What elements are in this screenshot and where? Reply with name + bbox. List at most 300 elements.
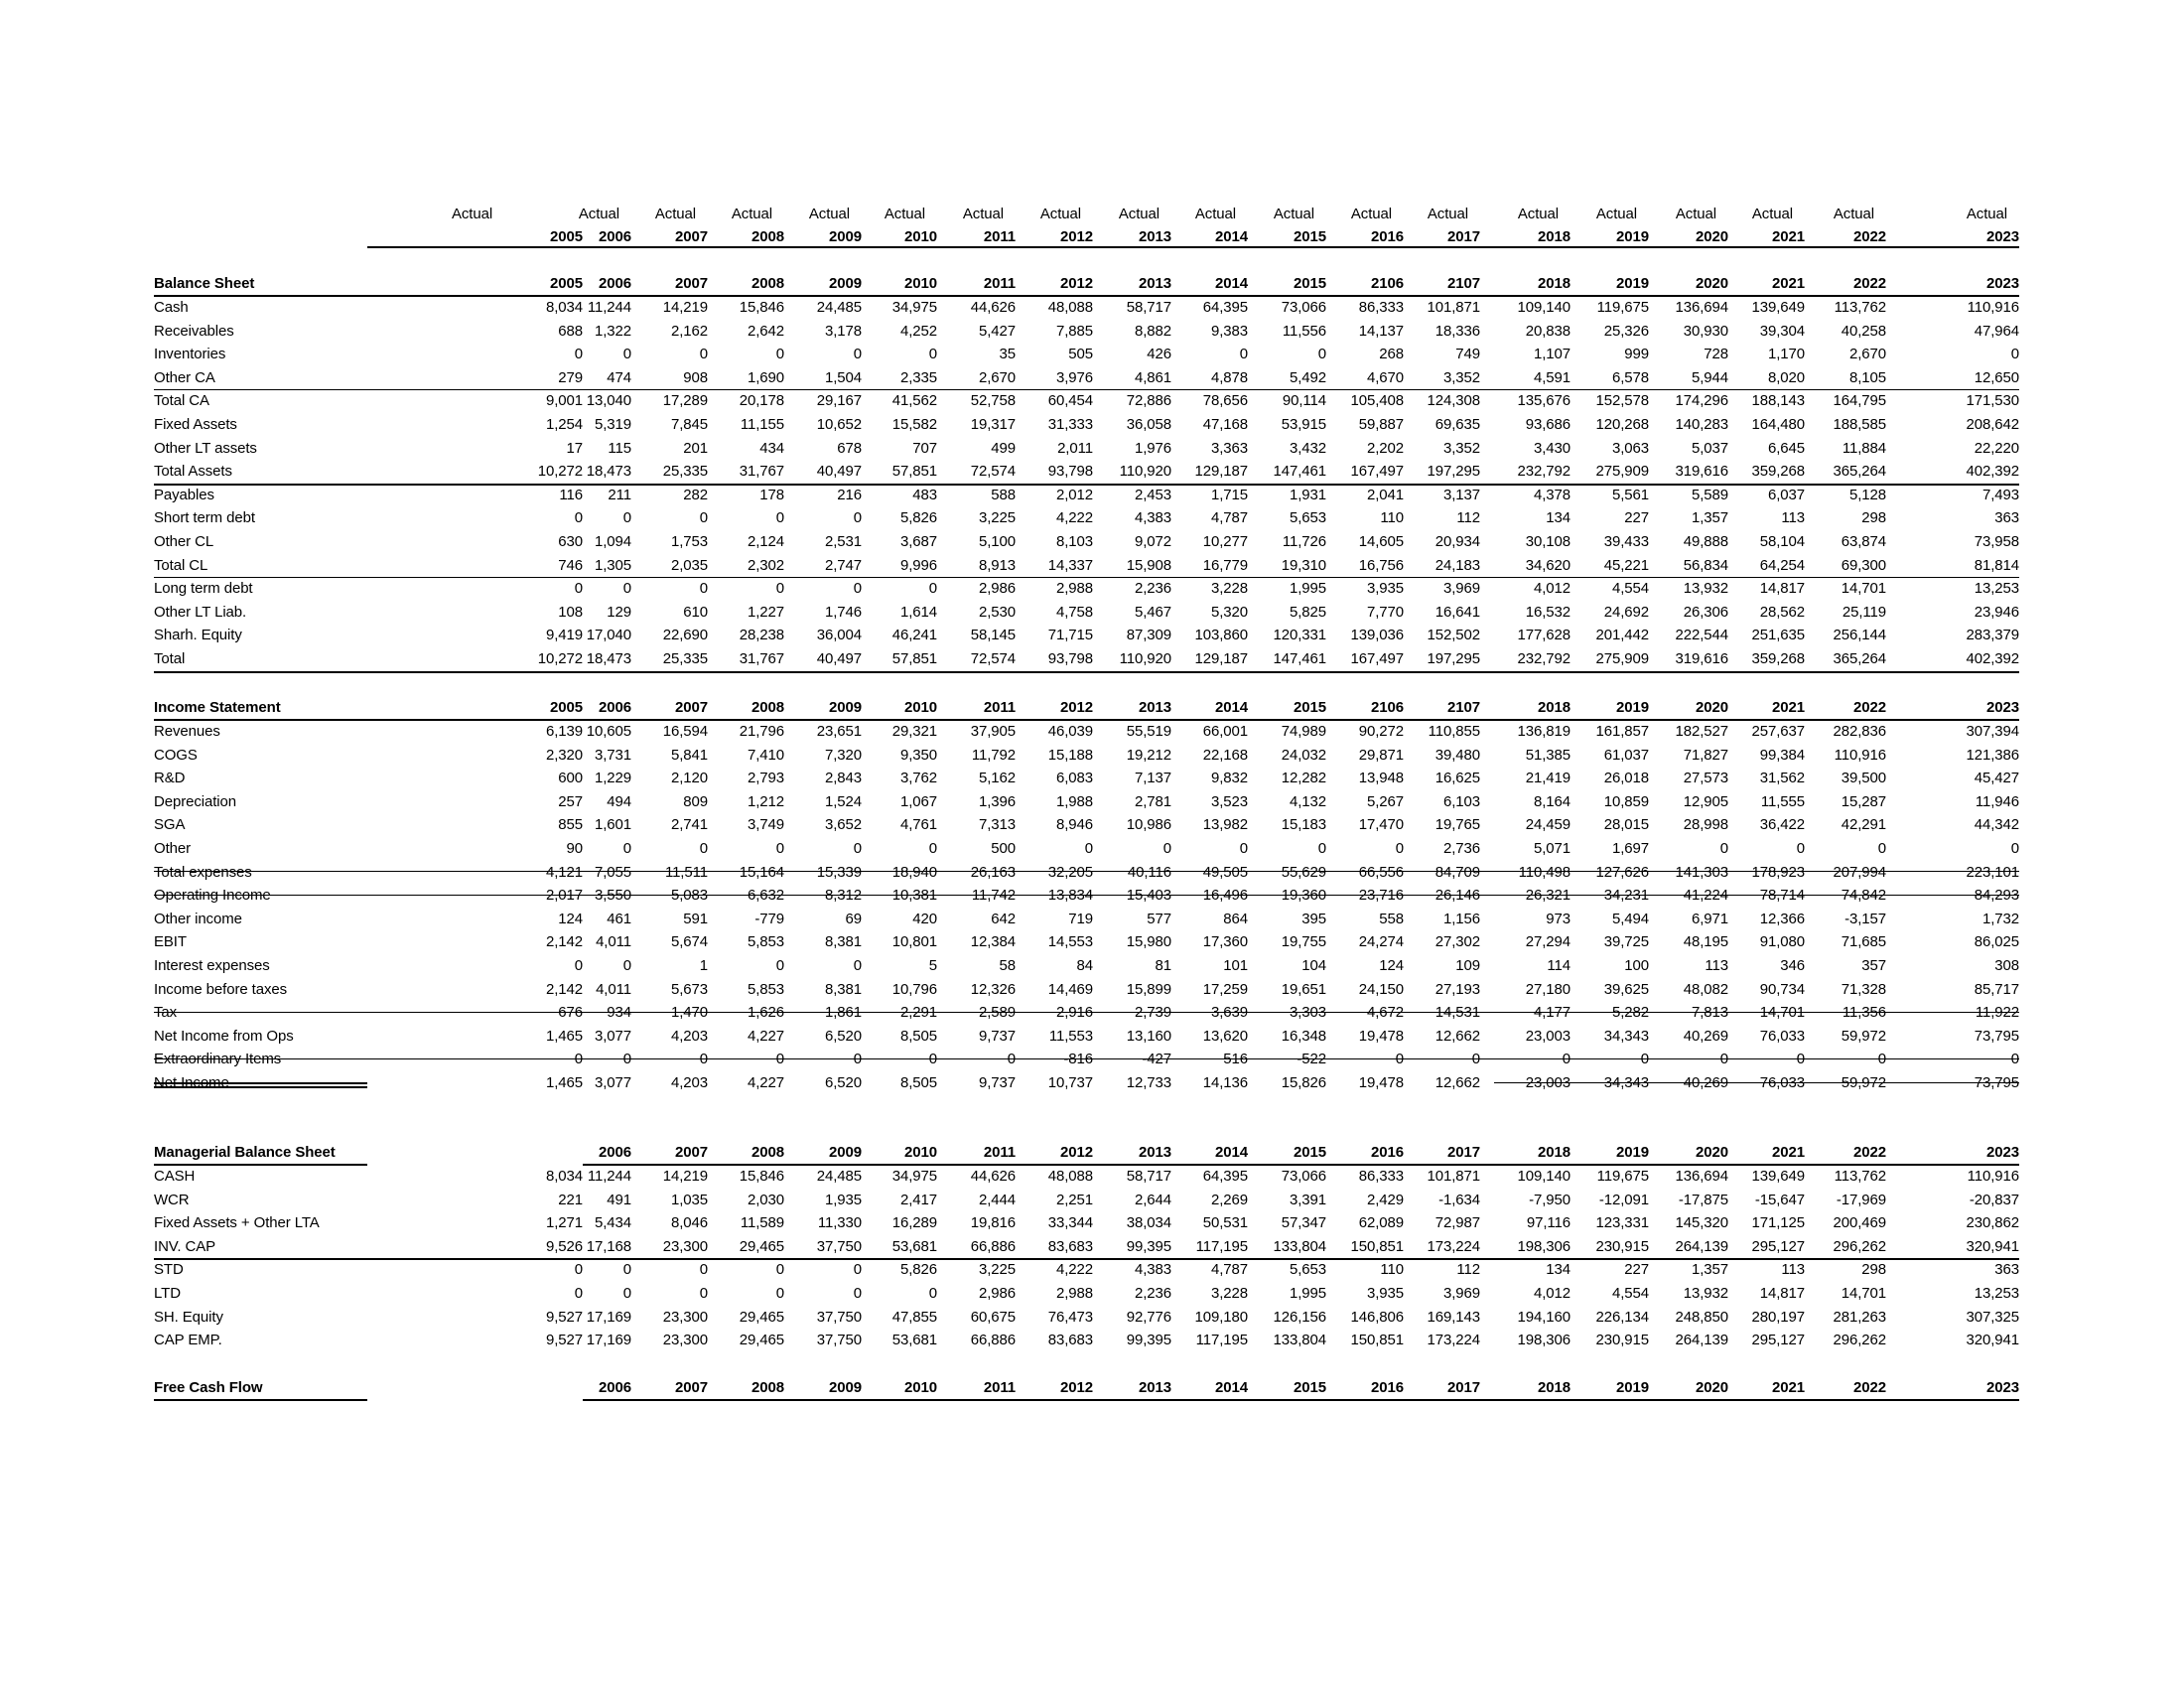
value-cell: 126,156 — [1273, 1308, 1326, 1326]
value-cell: 24,274 — [1358, 933, 1404, 951]
row-label: Depreciation — [154, 792, 237, 810]
value-cell: 3,935 — [1366, 580, 1404, 598]
value-cell: 630 — [558, 533, 583, 550]
value-cell: 51,385 — [1525, 746, 1570, 764]
value-cell: 296,262 — [1833, 1237, 1886, 1255]
value-cell: 0 — [775, 1285, 784, 1302]
year-header: 2007 — [675, 1144, 708, 1161]
value-cell: 59,972 — [1841, 1074, 1886, 1091]
value-cell: 11,922 — [1975, 1004, 2019, 1022]
value-cell: 90 — [566, 840, 583, 857]
value-cell: 17,168 — [586, 1237, 631, 1255]
value-cell: 2,916 — [1055, 1004, 1093, 1022]
year-header: 2006 — [599, 275, 631, 292]
value-cell: 3,225 — [978, 509, 1016, 527]
value-cell: 140,283 — [1675, 416, 1728, 433]
value-cell: 49,888 — [1683, 533, 1728, 550]
value-cell: 135,676 — [1517, 392, 1570, 410]
row-label: Payables — [154, 486, 214, 503]
value-cell: 12,326 — [970, 980, 1016, 998]
year-header: 2018 — [1538, 699, 1570, 716]
value-cell: 46,241 — [891, 627, 937, 644]
value-cell: 1,357 — [1691, 509, 1728, 527]
value-cell: 0 — [622, 346, 631, 363]
value-cell: 0 — [775, 509, 784, 527]
year-header: 2022 — [1853, 699, 1886, 716]
row-label: Net Income — [154, 1074, 229, 1091]
value-cell: 14,553 — [1047, 933, 1093, 951]
year-header: 2012 — [1060, 1144, 1093, 1161]
value-cell: 24,183 — [1434, 556, 1480, 574]
value-cell: 1,601 — [594, 816, 631, 834]
value-cell: 25,335 — [662, 650, 708, 667]
value-cell: 363 — [1994, 509, 2019, 527]
value-cell: 0 — [699, 840, 708, 857]
value-cell: 29,465 — [739, 1237, 784, 1255]
section-rule — [583, 1399, 2019, 1401]
value-cell: 134 — [1546, 1261, 1570, 1279]
year-header: 2014 — [1215, 699, 1248, 716]
value-cell: 3,137 — [1442, 486, 1480, 503]
value-cell: 200,469 — [1833, 1214, 1886, 1232]
value-cell: 0 — [928, 840, 937, 857]
value-cell: 56,834 — [1683, 556, 1728, 574]
section-rule — [154, 719, 2019, 721]
value-cell: 8,946 — [1055, 816, 1093, 834]
value-cell: 60,675 — [970, 1308, 1016, 1326]
year-header: 2106 — [1371, 699, 1404, 716]
value-cell: 1,229 — [594, 770, 631, 787]
section-title: Balance Sheet — [154, 275, 255, 292]
value-cell: 18,473 — [586, 650, 631, 667]
value-cell: 2,793 — [747, 770, 784, 787]
value-cell: 11,555 — [1760, 792, 1805, 810]
value-cell: 1,271 — [545, 1214, 583, 1232]
value-cell: 230,915 — [1595, 1237, 1649, 1255]
value-cell: 71,328 — [1841, 980, 1886, 998]
value-cell: 19,310 — [1281, 556, 1326, 574]
value-cell: 147,461 — [1273, 650, 1326, 667]
value-cell: 4,012 — [1533, 1285, 1570, 1302]
year-header: 2007 — [675, 275, 708, 292]
value-cell: 1,094 — [594, 533, 631, 550]
value-cell: 5,494 — [1611, 910, 1649, 927]
value-cell: 0 — [574, 1285, 583, 1302]
value-cell: 0 — [699, 580, 708, 598]
subtotal-rule — [154, 484, 2019, 486]
value-cell: 119,675 — [1596, 299, 1649, 316]
value-cell: 74,842 — [1841, 887, 1886, 905]
value-cell: 124 — [558, 910, 583, 927]
value-cell: 207,994 — [1833, 863, 1886, 881]
value-cell: 72,886 — [1126, 392, 1171, 410]
value-cell: 69,300 — [1841, 556, 1886, 574]
year-header: 2010 — [904, 699, 937, 716]
year-header: 2006 — [599, 1379, 631, 1396]
value-cell: 36,004 — [816, 627, 862, 644]
year-header: 2022 — [1853, 275, 1886, 292]
value-cell: 0 — [1796, 1051, 1805, 1068]
value-cell: 63,874 — [1841, 533, 1886, 550]
value-cell: 4,861 — [1134, 368, 1171, 386]
value-cell: 14,605 — [1358, 533, 1404, 550]
value-cell: 5,071 — [1533, 840, 1570, 857]
value-cell: 264,139 — [1675, 1237, 1728, 1255]
value-cell: 0 — [622, 509, 631, 527]
value-cell: 0 — [2010, 346, 2019, 363]
value-cell: 1,753 — [670, 533, 708, 550]
value-cell: 58 — [999, 957, 1016, 974]
value-cell: -779 — [754, 910, 784, 927]
value-cell: 0 — [574, 346, 583, 363]
value-cell: 600 — [558, 770, 583, 787]
value-cell: 9,350 — [899, 746, 937, 764]
value-cell: 319,616 — [1675, 463, 1728, 481]
row-label: WCR — [154, 1191, 190, 1208]
actual-label: Actual — [1427, 206, 1468, 222]
value-cell: 227 — [1624, 509, 1649, 527]
year-header: 2006 — [599, 1144, 631, 1161]
actual-label: Actual — [1751, 206, 1793, 222]
value-cell: 12,905 — [1683, 792, 1728, 810]
value-cell: 20,178 — [739, 392, 784, 410]
value-cell: 5,467 — [1134, 603, 1171, 621]
value-cell: 8,046 — [670, 1214, 708, 1232]
value-cell: 8,312 — [824, 887, 862, 905]
value-cell: 17,040 — [586, 627, 631, 644]
value-cell: 0 — [853, 1285, 862, 1302]
value-cell: 5,492 — [1289, 368, 1326, 386]
value-cell: 6,632 — [747, 887, 784, 905]
value-cell: 173,224 — [1427, 1237, 1480, 1255]
value-cell: 31,562 — [1759, 770, 1805, 787]
value-cell: 275,909 — [1595, 463, 1649, 481]
value-cell: 5,944 — [1691, 368, 1728, 386]
value-cell: 16,625 — [1434, 770, 1480, 787]
value-cell: 23,003 — [1525, 1074, 1570, 1091]
value-cell: 1,976 — [1134, 439, 1171, 457]
value-cell: -17,875 — [1678, 1191, 1728, 1208]
value-cell: 3,063 — [1611, 439, 1649, 457]
subtotal-rule — [154, 1012, 2019, 1013]
year-header: 2022 — [1853, 1379, 1886, 1396]
row-label: Total CA — [154, 392, 209, 410]
row-label: Operating Income — [154, 887, 271, 905]
row-label: Fixed Assets + Other LTA — [154, 1214, 320, 1232]
value-cell: 4,670 — [1366, 368, 1404, 386]
value-cell: 59,972 — [1841, 1027, 1886, 1045]
row-label: CAP EMP. — [154, 1332, 222, 1349]
value-cell: 113 — [1705, 957, 1728, 974]
value-cell: 4,011 — [596, 980, 631, 998]
value-cell: 494 — [607, 792, 631, 810]
value-cell: 1,396 — [978, 792, 1016, 810]
value-cell: 29,321 — [891, 723, 937, 740]
value-cell: 28,562 — [1759, 603, 1805, 621]
value-cell: 34,975 — [891, 299, 937, 316]
value-cell: 78,656 — [1202, 392, 1248, 410]
value-cell: 81,814 — [1974, 556, 2019, 574]
value-cell: 5,825 — [1289, 603, 1326, 621]
year-header: 2014 — [1215, 1144, 1248, 1161]
year-header: 2019 — [1616, 228, 1649, 245]
year-header: 2022 — [1853, 1144, 1886, 1161]
value-cell: 123,331 — [1595, 1214, 1649, 1232]
value-cell: 1,935 — [824, 1191, 862, 1208]
value-cell: 3,228 — [1210, 1285, 1248, 1302]
value-cell: 221 — [558, 1191, 583, 1208]
value-cell: 46,039 — [1047, 723, 1093, 740]
value-cell: 3,430 — [1533, 439, 1570, 457]
value-cell: 38,034 — [1126, 1214, 1171, 1232]
value-cell: 115 — [608, 439, 631, 457]
value-cell: 7,813 — [1691, 1004, 1728, 1022]
value-cell: 136,694 — [1675, 299, 1728, 316]
value-cell: 58,145 — [970, 627, 1016, 644]
value-cell: 7,055 — [594, 863, 631, 881]
year-header: 2019 — [1616, 1379, 1649, 1396]
value-cell: 2,986 — [978, 580, 1016, 598]
value-cell: 15,846 — [739, 1168, 784, 1185]
value-cell: 2,531 — [824, 533, 862, 550]
row-label: Other income — [154, 910, 242, 927]
value-cell: 87,309 — [1126, 627, 1171, 644]
value-cell: 24,485 — [816, 299, 862, 316]
value-cell: 22,220 — [1974, 439, 2019, 457]
value-cell: 49,505 — [1202, 863, 1248, 881]
value-cell: 17,289 — [662, 392, 708, 410]
value-cell: 0 — [574, 957, 583, 974]
value-cell: 230,862 — [1966, 1214, 2019, 1232]
value-cell: 14,531 — [1434, 1004, 1480, 1022]
year-header: 2021 — [1772, 699, 1805, 716]
value-cell: 81 — [1155, 957, 1171, 974]
value-cell: 2,320 — [545, 746, 583, 764]
value-cell: 19,212 — [1126, 746, 1171, 764]
value-cell: 2,644 — [1134, 1191, 1171, 1208]
value-cell: 48,088 — [1047, 299, 1093, 316]
value-cell: 2,017 — [545, 887, 583, 905]
value-cell: 112 — [1456, 1261, 1480, 1279]
value-cell: 4,203 — [670, 1027, 708, 1045]
value-cell: 117,195 — [1195, 1332, 1248, 1349]
year-header: 2021 — [1772, 228, 1805, 245]
value-cell: 610 — [683, 603, 708, 621]
year-header: 2013 — [1139, 699, 1171, 716]
value-cell: 39,480 — [1434, 746, 1480, 764]
value-cell: 90,734 — [1759, 980, 1805, 998]
value-cell: 2,843 — [824, 770, 862, 787]
value-cell: 516 — [1223, 1051, 1248, 1068]
row-label: Total Assets — [154, 463, 232, 481]
value-cell: 0 — [622, 840, 631, 857]
value-cell: 11,792 — [971, 746, 1016, 764]
value-cell: 357 — [1861, 957, 1886, 974]
value-cell: 0 — [928, 1051, 937, 1068]
value-cell: 359,268 — [1751, 650, 1805, 667]
value-cell: 15,287 — [1841, 792, 1886, 810]
value-cell: 120,331 — [1273, 627, 1326, 644]
year-header: 2006 — [599, 228, 631, 245]
value-cell: 4,591 — [1533, 368, 1570, 386]
year-header: 2012 — [1060, 228, 1093, 245]
value-cell: 8,882 — [1134, 322, 1171, 340]
value-cell: 2,530 — [978, 603, 1016, 621]
value-cell: 93,798 — [1047, 463, 1093, 481]
value-cell: 3,935 — [1366, 1285, 1404, 1302]
value-cell: 13,620 — [1202, 1027, 1248, 1045]
value-cell: 109,180 — [1194, 1308, 1248, 1326]
value-cell: 2,453 — [1134, 486, 1171, 503]
value-cell: 4,227 — [747, 1074, 784, 1091]
value-cell: 110 — [1380, 509, 1404, 527]
value-cell: 164,480 — [1751, 416, 1805, 433]
value-cell: 3,077 — [594, 1027, 631, 1045]
value-cell: 40,497 — [816, 463, 862, 481]
actual-label: Actual — [654, 206, 696, 222]
value-cell: 2,429 — [1366, 1191, 1404, 1208]
value-cell: 113,762 — [1834, 1168, 1886, 1185]
value-cell: 2,736 — [1442, 840, 1480, 857]
value-cell: 363 — [1994, 1261, 2019, 1279]
value-cell: 100 — [1624, 957, 1649, 974]
value-cell: 2,202 — [1366, 439, 1404, 457]
value-cell: 33,344 — [1047, 1214, 1093, 1232]
value-cell: 222,544 — [1675, 627, 1728, 644]
value-cell: 24,692 — [1603, 603, 1649, 621]
row-label: Total — [154, 650, 186, 667]
value-cell: 0 — [699, 346, 708, 363]
value-cell: 17 — [566, 439, 583, 457]
value-cell: 14,817 — [1759, 580, 1805, 598]
value-cell: 26,146 — [1434, 887, 1480, 905]
value-cell: 23,300 — [662, 1308, 708, 1326]
value-cell: 14,701 — [1759, 1004, 1805, 1022]
value-cell: -15,647 — [1754, 1191, 1805, 1208]
value-cell: 69 — [845, 910, 862, 927]
value-cell: 134 — [1546, 509, 1570, 527]
value-cell: 4,011 — [596, 933, 631, 951]
year-header: 2018 — [1538, 1379, 1570, 1396]
value-cell: 11,556 — [1282, 322, 1326, 340]
value-cell: 0 — [622, 1261, 631, 1279]
year-header: 2023 — [1986, 275, 2019, 292]
value-cell: 121,386 — [1966, 746, 2019, 764]
value-cell: 34,620 — [1525, 556, 1570, 574]
value-cell: 53,915 — [1281, 416, 1326, 433]
value-cell: 0 — [1317, 840, 1326, 857]
value-cell: 47,168 — [1202, 416, 1248, 433]
value-cell: 275,909 — [1595, 650, 1649, 667]
subtotal-rule — [154, 389, 2019, 390]
value-cell: 16,289 — [891, 1214, 937, 1232]
value-cell: 4,177 — [1533, 1004, 1570, 1022]
value-cell: 133,804 — [1273, 1332, 1326, 1349]
value-cell: 161,857 — [1595, 723, 1649, 740]
value-cell: 13,948 — [1358, 770, 1404, 787]
value-cell: 6,139 — [545, 723, 583, 740]
value-cell: -12,091 — [1598, 1191, 1649, 1208]
value-cell: 14,469 — [1047, 980, 1093, 998]
value-cell: 124,308 — [1427, 392, 1480, 410]
row-label: Other LT Liab. — [154, 603, 247, 621]
value-cell: 2,162 — [670, 322, 708, 340]
value-cell: 2,012 — [1055, 486, 1093, 503]
subtotal-rule — [154, 895, 2019, 896]
value-cell: 0 — [1317, 346, 1326, 363]
value-cell: 3,731 — [594, 746, 631, 764]
value-cell: 19,360 — [1281, 887, 1326, 905]
value-cell: 934 — [607, 1004, 631, 1022]
year-header: 2010 — [904, 275, 937, 292]
year-header: 2017 — [1447, 1379, 1480, 1396]
value-cell: 9,383 — [1210, 322, 1248, 340]
value-cell: 5,589 — [1691, 486, 1728, 503]
value-cell: -427 — [1142, 1051, 1171, 1068]
value-cell: 307,394 — [1966, 723, 2019, 740]
value-cell: 9,072 — [1134, 533, 1171, 550]
value-cell: 12,384 — [970, 933, 1016, 951]
value-cell: 64,254 — [1759, 556, 1805, 574]
value-cell: 146,806 — [1350, 1308, 1404, 1326]
actual-label: Actual — [1675, 206, 1716, 222]
value-cell: 1,322 — [594, 322, 631, 340]
value-cell: 39,433 — [1603, 533, 1649, 550]
value-cell: 591 — [683, 910, 708, 927]
year-header: 2010 — [904, 228, 937, 245]
value-cell: 42,291 — [1841, 816, 1886, 834]
value-cell: 264,139 — [1675, 1332, 1728, 1349]
value-cell: 4,761 — [899, 816, 937, 834]
value-cell: 16,532 — [1525, 603, 1570, 621]
value-cell: 4,378 — [1533, 486, 1570, 503]
value-cell: 13,253 — [1974, 580, 2019, 598]
value-cell: 152,502 — [1427, 627, 1480, 644]
value-cell: 2,142 — [545, 980, 583, 998]
value-cell: 37,750 — [816, 1308, 862, 1326]
value-cell: 282 — [683, 486, 708, 503]
year-header: 2021 — [1772, 1144, 1805, 1161]
value-cell: 1,715 — [1210, 486, 1248, 503]
value-cell: 44,342 — [1974, 816, 2019, 834]
value-cell: 73,958 — [1974, 533, 2019, 550]
value-cell: 30,108 — [1525, 533, 1570, 550]
year-header: 2020 — [1696, 1379, 1728, 1396]
year-header: 2021 — [1772, 275, 1805, 292]
value-cell: 5,841 — [670, 746, 708, 764]
value-cell: 257 — [558, 792, 583, 810]
value-cell: 66,886 — [970, 1332, 1016, 1349]
value-cell: 2,589 — [978, 1004, 1016, 1022]
value-cell: 0 — [928, 346, 937, 363]
value-cell: 2,142 — [545, 933, 583, 951]
value-cell: 0 — [853, 580, 862, 598]
subtotal-rule — [154, 1058, 2019, 1059]
value-cell: 10,272 — [537, 650, 583, 667]
year-header: 2014 — [1215, 228, 1248, 245]
value-cell: 3,749 — [747, 816, 784, 834]
value-cell: 5,282 — [1611, 1004, 1649, 1022]
row-label: Other CL — [154, 533, 214, 550]
value-cell: 5,653 — [1289, 1261, 1326, 1279]
year-header: 2018 — [1538, 1144, 1570, 1161]
value-cell: 40,269 — [1683, 1074, 1728, 1091]
value-cell: 2,291 — [899, 1004, 937, 1022]
value-cell: 41,562 — [891, 392, 937, 410]
row-label: Extraordinary Items — [154, 1051, 282, 1068]
value-cell: 31,767 — [739, 463, 784, 481]
value-cell: 11,511 — [664, 863, 708, 881]
